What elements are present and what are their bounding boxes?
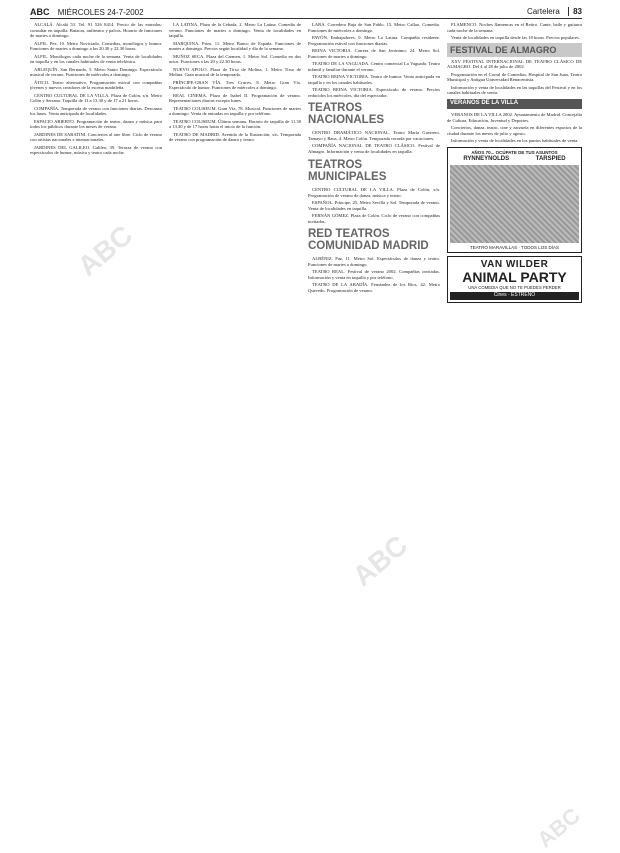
header-date: MIÉRCOLES 24-7-2002 bbox=[57, 8, 144, 17]
listing: REINA VICTORIA. Carrera de San Jerónimo, 24. Metro Sol. Funciones de martes a domingo. bbox=[308, 48, 440, 59]
ad-photo bbox=[450, 165, 579, 243]
movie-ad-1 bbox=[447, 147, 582, 253]
listing: LA LATINA. Plaza de la Cebada, 2. Metro La Latina. Comedia de verano. Funciones de martes a domingo. Venta de localidades en taquilla. bbox=[169, 22, 301, 39]
ad-tagline: UNA COMEDIA QUE NO TE PUEDES PERDER bbox=[468, 284, 561, 290]
ad-cast-name: TARSPIED bbox=[535, 156, 566, 163]
listing: Información y venta de localidades en los puntos habituales de venta. bbox=[451, 137, 579, 143]
listing: ALBÉNIZ. Paz, 11. Metro Sol. Espectáculos de danza y teatro. Funciones de martes a domingo. bbox=[308, 256, 440, 267]
listing: CENTRO DRAMÁTICO NACIONAL. Teatro María Guerrero. Tamayo y Baus, 4. Metro Colón. Temporada cerrada por vacaciones. bbox=[308, 130, 440, 142]
column-1 bbox=[30, 22, 162, 840]
listing: ESPAÑOL. Príncipe, 25. Metro Sevilla y Sol. Temporada de verano. Venta de localidades en taquilla. bbox=[308, 199, 440, 211]
ad-title-line1: VAN WILDER bbox=[480, 258, 549, 270]
listing: ARLEQUÍN. San Bernardo, 5. Metro Santo Domingo. Espectáculo musical de verano. Funciones de miércoles a domingo. bbox=[30, 66, 162, 78]
festival-box bbox=[447, 43, 582, 57]
listing: COMPAÑÍA NACIONAL DE TEATRO CLÁSICO. Festival de Almagro. Información y venta de localidades en taquilla. bbox=[308, 143, 440, 155]
ad-strip: Cines · ESTRENO bbox=[450, 292, 579, 300]
section-title-veranos: VERANOS DE LA VILLA bbox=[447, 99, 582, 109]
section-title-red-teatros: RED TEATROS COMUNIDAD MADRID bbox=[308, 228, 429, 253]
listing: LARA. Corredera Baja de San Pablo, 15. Metro Callao. Comedia. Funciones de miércoles a domingo. bbox=[308, 22, 440, 33]
column-2 bbox=[169, 22, 301, 840]
listing: Información y venta de localidades en las taquillas del Festival y en los canales habituales de venta. bbox=[447, 84, 582, 96]
listing: Programación en el Corral de Comedias, Hospital de San Juan, Teatro Municipal y Antigua Universidad Renacentista. bbox=[447, 71, 582, 83]
listing: CENTRO CULTURAL DE LA VILLA. Plaza de Colón, s/n. Programación de verano de danza, música y teatro. bbox=[308, 186, 440, 198]
movie-ad-2 bbox=[447, 256, 582, 303]
watermark-logo: ABC bbox=[532, 802, 585, 853]
header-right bbox=[527, 7, 582, 16]
watermark-logo: ABC bbox=[346, 529, 414, 592]
listing: XXV FESTIVAL INTERNACIONAL DE TEATRO CLÁSICO DE ALMAGRO. Del 4 al 28 de julio de 2002. bbox=[447, 58, 582, 70]
listing: TEATRO DE LA ABADÍA. Fernández de los Ríos, 42. Metro Quevedo. Programación de verano. bbox=[308, 282, 440, 293]
listing: FERNÁN GÓMEZ. Plaza de Colón. Ciclo de verano con compañías invitadas. bbox=[308, 212, 440, 224]
column-3 bbox=[308, 22, 440, 840]
listing: ALFIL. Monólogos cada noche de la semana. Venta de localidades en taquilla y en los canales habituales de venta telefónica. bbox=[30, 53, 162, 65]
listing: TEATRO COLISEUM. Última semana. Horario de taquilla de 11.30 a 13.30 y de 17 horas hasta el inicio de la función. bbox=[169, 118, 301, 130]
column-4 bbox=[447, 22, 582, 840]
listing: FLAMENCO. Noches flamencas en el Retiro. Cante, baile y guitarra cada noche de la semana. bbox=[447, 22, 582, 33]
page-header bbox=[30, 6, 582, 19]
listing: TEATRO DE LA VAGUADA. Centro comercial La Vaguada. Teatro infantil y familiar durante el verano. bbox=[308, 61, 440, 72]
listing: TEATRO COLISEUM. Gran Vía, 78. Musical. Funciones de martes a domingo. Venta de entradas en taquilla y por teléfono. bbox=[169, 105, 301, 117]
listing: TEATRO REAL. Festival de verano 2002. Compañías invitadas. Información y venta en taquilla y por teléfono. bbox=[308, 269, 440, 280]
ad-footer: TEATRO MARAVILLAS · TODOS LOS DÍAS bbox=[470, 244, 559, 250]
listing: TEATRO REINA VICTORIA. Espectáculo de verano. Precios reducidos los miércoles, día del espectador. bbox=[308, 87, 440, 98]
page-number: 83 bbox=[568, 7, 582, 16]
ad-cast bbox=[450, 157, 579, 163]
listing: JARDINES DEL GALILEO. Galileo, 39. Terraza de verano con espectáculos de humor, música y teatro cada noche. bbox=[30, 144, 162, 156]
listing: ÁTICO. Teatro alternativo. Programación estival con compañías jóvenes y nuevos creadores de la escena madrileña. bbox=[30, 79, 162, 91]
section-title-festival: FESTIVAL DE ALMAGRO bbox=[450, 44, 557, 55]
newspaper-logo: ABC bbox=[30, 7, 50, 17]
listing: PRÍNCIPE-GRAN VÍA. Tres Cruces, 8. Metro Gran Vía. Espectáculo de humor. Funciones de miércoles a domingo. bbox=[169, 79, 301, 91]
listing: ALCALÁ. Alcalá 53. Tel. 91 526 8414. Precio de las entradas: consultar en taquilla. Butacas, anfiteatro y palcos. Horario de funciones de martes a domingo. bbox=[30, 22, 162, 39]
listing: MARQUINA. Prim, 11. Metro Banco de España. Funciones de martes a domingo. Precios según localidad y día de la semana. bbox=[169, 40, 301, 52]
section-title-municipales: TEATROS MUNICIPALES bbox=[308, 158, 387, 183]
listing: NUEVO APOLO. Plaza de Tirso de Molina, 1. Metro Tirso de Molina. Gran musical de la temporada. bbox=[169, 66, 301, 78]
listing: CENTRO CULTURAL DE LA VILLA. Plaza de Colón, s/n. Metro Colón y Serrano. Taquilla de 11 a 13.30 y de 17 a 21 horas. bbox=[30, 92, 162, 104]
listing: Venta de localidades en taquilla desde las 18 horas. Precios populares. bbox=[451, 35, 580, 40]
section-title-nacionales: TEATROS NACIONALES bbox=[308, 102, 385, 127]
ad-headline: AÑOS 70... OCÚPATE DE TUS ASUNTOS bbox=[471, 149, 558, 155]
watermark-logo: ABC bbox=[71, 219, 139, 282]
listing: TEATRO DE MADRID. Avenida de la Ilustración, s/n. Temporada de verano con programación de danza y teatro. bbox=[169, 131, 301, 143]
listing: ESPACIO ABIERTO. Programación de teatro, danza y música para todos los públicos durante los meses de verano. bbox=[30, 118, 162, 130]
listing: PAVÓN. Embajadores, 9. Metro La Latina. Compañía residente. Programación estival con funciones diarias. bbox=[308, 35, 440, 46]
listing: TEATRO REINA VICTORIA. Teatro de humor. Venta anticipada en taquilla y en los canales habituales. bbox=[308, 74, 440, 85]
header-left bbox=[30, 7, 144, 17]
listing: ALFIL. Pez, 10. Metro Noviciado. Comedias, monólogos y humor. Funciones de martes a domingo a las 20.30 y 22.30 horas. bbox=[30, 40, 162, 52]
listing: Conciertos, danza, teatro, cine y zarzuela en diferentes espacios de la ciudad durante los meses de julio y agosto. bbox=[447, 124, 582, 136]
listing: MUÑOZ SECA. Plaza del Carmen, 1. Metro Sol. Comedia en dos actos. Funciones a las 20 y 22.30 horas. bbox=[169, 53, 301, 65]
ad-title-line2: ANIMAL PARTY bbox=[462, 268, 567, 285]
listing: COMPAÑÍA. Temporada de verano con funciones diarias. Descanso los lunes. Venta anticipada de localidades. bbox=[30, 105, 162, 117]
listing: VERANOS DE LA VILLA 2002. Ayuntamiento de Madrid. Concejalía de Cultura, Educación, Juventud y Deportes. bbox=[447, 111, 582, 123]
ad-cast-name: RYNNEYNOLDS bbox=[463, 156, 510, 163]
listing: JARDINES DE SABATINI. Conciertos al aire libre. Ciclo de verano con artistas nacionales e internacionales. bbox=[30, 131, 162, 143]
section-name: Cartelera bbox=[526, 7, 560, 16]
listing: REAL CINEMA. Plaza de Isabel II. Programación de verano. Representaciones diarias excepto lunes. bbox=[169, 92, 301, 104]
